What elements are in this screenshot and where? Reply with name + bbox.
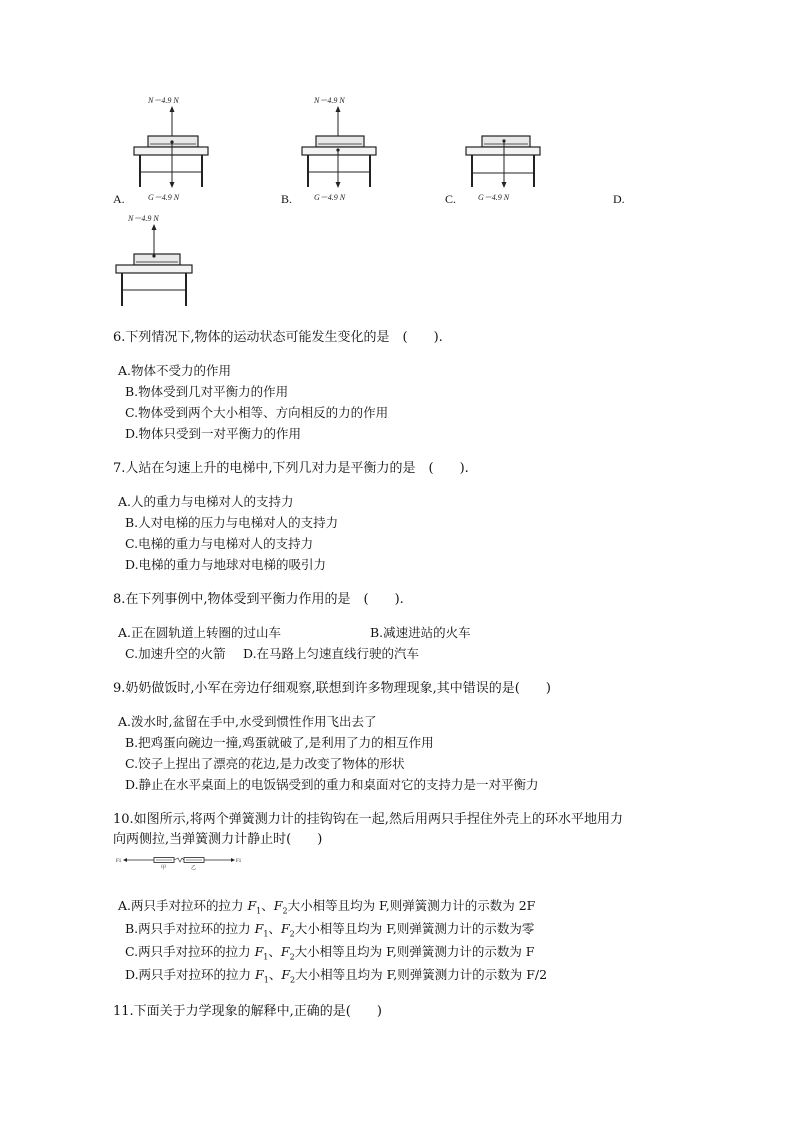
question-10-option-b[interactable]: B.两只手对拉环的拉力 $F_1$、$F_2$大小相等且均为 F,则弹簧测力计的示数为零 (125, 921, 535, 939)
figure-option-c (460, 125, 550, 205)
question-10-option-c[interactable]: C.两只手对拉环的拉力 $F_1$、$F_2$大小相等且均为 F,则弹簧测力计的示数为 F (125, 944, 535, 962)
question-9-option-b[interactable]: B.把鸡蛋向碗边一撞,鸡蛋就破了,是利用了力的相互作用 (125, 735, 434, 750)
figure-option-c-label: C. (445, 192, 457, 206)
spring-scale-figure (116, 854, 246, 872)
question-7-option-d[interactable]: D.电梯的重力与地球对电梯的吸引力 (125, 557, 327, 572)
normal-force-label: N＝4.9 N (128, 214, 159, 223)
question-7-stem: 7.人站在匀速上升的电梯中,下列几对力是平衡力的是 ( ). (113, 461, 469, 476)
question-8-option-c[interactable]: C.加速升空的火箭 (125, 646, 226, 661)
question-10-stem-line1: 10.如图所示,将两个弹簧测力计的挂钩钩在一起,然后用两只手捏住外壳上的环水平地用力 (113, 812, 623, 827)
figure-option-b (294, 92, 384, 202)
figure-option-d-label: D. (613, 192, 625, 206)
question-9-option-d[interactable]: D.静止在水平桌面上的电饭锅受到的重力和桌面对它的支持力是一对平衡力 (125, 777, 539, 792)
question-8-option-d[interactable]: D.在马路上匀速直线行驶的汽车 (243, 646, 420, 661)
figure-option-b-label: B. (281, 192, 293, 206)
scale-label-jia: 甲 (161, 866, 167, 871)
question-8-option-a[interactable]: A.正在圆轨道上转圈的过山车 (118, 625, 282, 640)
figure-option-a (128, 92, 218, 202)
question-10-option-a[interactable]: A.两只手对拉环的拉力 $F_1$、$F_2$大小相等且均为 F,则弹簧测力计的示数为 2F (118, 898, 536, 916)
question-6-option-a[interactable]: A.物体不受力的作用 (118, 363, 232, 378)
question-9-option-c[interactable]: C.饺子上捏出了漂亮的花边,是力改变了物体的形状 (125, 756, 405, 771)
question-9-option-a[interactable]: A.泼水时,盆留在手中,水受到惯性作用飞出去了 (118, 714, 377, 729)
gravity-force-label: G＝4.9 N (478, 193, 510, 202)
scale-label-yi: 乙 (191, 866, 197, 871)
question-6-stem: 6.下列情况下,物体的运动状态可能发生变化的是 ( ). (113, 330, 443, 345)
gravity-force-label: G＝4.9 N (314, 193, 346, 202)
gravity-force-label: G＝4.9 N (148, 193, 180, 202)
question-7-option-c[interactable]: C.电梯的重力与电梯对人的支持力 (125, 536, 314, 551)
question-10-option-d[interactable]: D.两只手对拉环的拉力 $F_1$、$F_2$大小相等且均为 F,则弹簧测力计的示数为 F/2 (125, 967, 548, 985)
normal-force-label: N＝4.9 N (148, 96, 179, 105)
question-6-option-b[interactable]: B.物体受到几对平衡力的作用 (125, 384, 289, 399)
figure-option-a-label: A. (113, 192, 125, 206)
question-6-option-c[interactable]: C.物体受到两个大小相等、方向相反的力的作用 (125, 405, 389, 420)
question-7-option-b[interactable]: B.人对电梯的压力与电梯对人的支持力 (125, 515, 339, 530)
right-force-label: F1 (236, 859, 242, 864)
figure-option-d (112, 210, 202, 310)
question-9-stem: 9.奶奶做饭时,小军在旁边仔细观察,联想到许多物理现象,其中错误的是( ) (113, 681, 551, 696)
question-8-option-b[interactable]: B.减速进站的火车 (370, 625, 471, 640)
left-force-label: F1 (116, 859, 122, 864)
question-8-stem: 8.在下列事例中,物体受到平衡力作用的是 ( ). (113, 592, 404, 607)
question-10-stem-line2: 向两侧拉,当弹簧测力计静止时( ) (113, 832, 323, 847)
question-7-option-a[interactable]: A.人的重力与电梯对人的支持力 (118, 494, 294, 509)
normal-force-label: N＝4.9 N (314, 96, 345, 105)
question-11-stem: 11.下面关于力学现象的解释中,正确的是( ) (113, 1004, 382, 1019)
question-6-option-d[interactable]: D.物体只受到一对平衡力的作用 (125, 426, 302, 441)
